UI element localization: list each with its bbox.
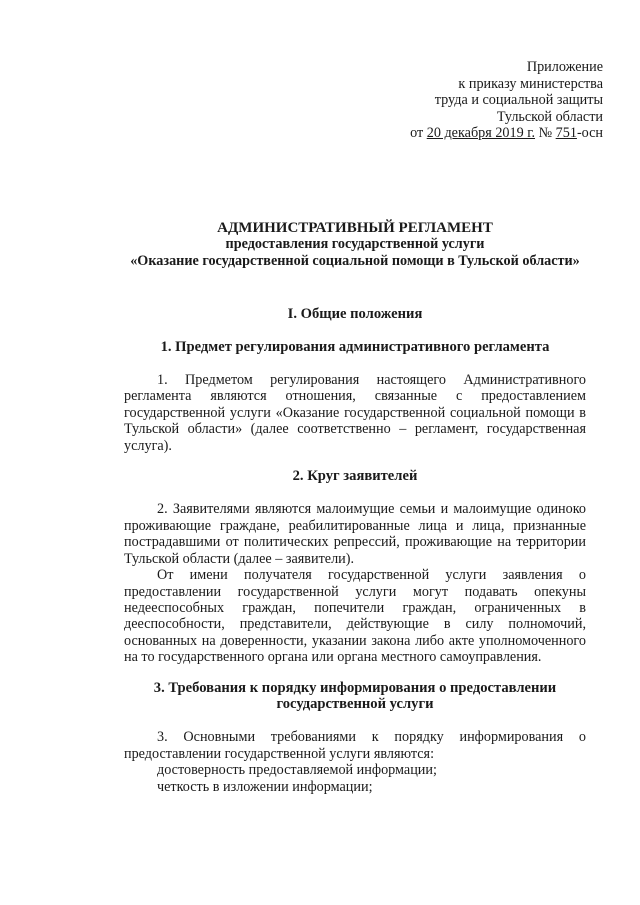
section-3-title	[124, 680, 586, 713]
approval-line-4: Тульской области	[496, 108, 603, 125]
section-3-title-line-2: государственной услуги	[276, 695, 434, 712]
document-body	[124, 220, 586, 795]
paragraph-2: 2. Заявителями являются малоимущие семьи и малоимущие одиноко проживающие граждане, реабилитированные лица и лица, признанные пострадавшими от политических репрессий, проживающие на территории Тульской области (далее – заявители).	[124, 501, 586, 567]
paragraph-1: 1. Предметом регулирования настоящего Административного регламента являются отношения, связанные с предоставлением государственной услуги «Оказание государственной социальной помощи в Тульской области» (далее соответственно – регламент, государственная услуга).	[124, 372, 586, 454]
list-item-1: достоверность предоставляемой информации;	[157, 762, 437, 779]
section-1-title: I. Общие положения	[287, 306, 423, 323]
number-prefix: №	[535, 125, 556, 142]
approval-block	[303, 59, 603, 142]
paragraph-2-continued: От имени получателя государственной услуги заявления о предоставлении государственной услуги могут подавать опекуны недееспособных граждан, попечители граждан, ограниченных в дееспособности, представители, действующие в силу полномочий, основанных на доверенности, указании закона либо акте уполномоченного на то государственного органа или органа местного самоуправления.	[124, 567, 586, 666]
list-item-2: четкость в изложении информации;	[157, 778, 373, 795]
approval-date-line	[303, 125, 603, 142]
date-prefix: от	[410, 125, 427, 142]
number-suffix: -осн	[576, 125, 603, 142]
document-subtitle-2: «Оказание государственной социальной помощи в Тульской области»	[130, 252, 580, 269]
section-1-subtitle: 1. Предмет регулирования административного регламента	[160, 338, 550, 355]
document-title: АДМИНИСТРАТИВНЫЙ РЕГЛАМЕНТ	[217, 220, 493, 236]
approval-line-2: к приказу министерства	[458, 75, 603, 92]
approval-number: 751	[555, 125, 577, 142]
approval-line-3: труда и социальной защиты	[434, 92, 603, 109]
section-3-title-line-1: 3. Требования к порядку информирования о предоставлении	[153, 679, 557, 696]
paragraph-3: 3. Основными требованиями к порядку информирования о предоставлении государственной услуги являются:	[124, 729, 586, 762]
approval-date: 20 декабря 2019 г.	[426, 125, 536, 142]
document-subtitle-1: предоставления государственной услуги	[225, 236, 485, 253]
section-2-title: 2. Круг заявителей	[292, 468, 418, 485]
approval-line-1: Приложение	[526, 59, 603, 75]
